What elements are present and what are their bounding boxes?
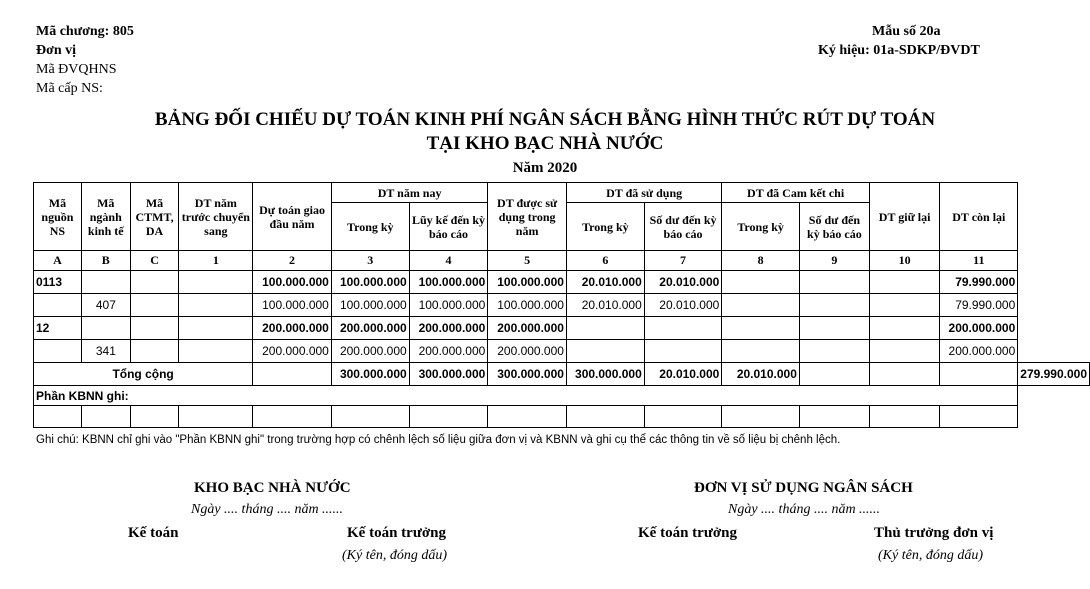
table-cell: 200.000.000: [253, 340, 332, 363]
header-row-1: [34, 183, 1090, 203]
left-date: Ngày .... tháng .... năm ......: [191, 502, 344, 517]
th-cam-ket-so-du: Số dư đến kỳ báo cáo: [799, 203, 869, 251]
table-cell: [179, 294, 253, 317]
table-cell: 100.000.000: [253, 294, 332, 317]
th-dt-nam-nay: DT năm nay: [331, 183, 487, 203]
th-dt-nam-truoc: DT năm trước chuyển sang: [179, 183, 253, 251]
table-cell: 341: [81, 340, 130, 363]
table-row: [34, 271, 1090, 294]
total-cell: 20.010.000: [722, 363, 800, 386]
total-cell: 300.000.000: [566, 363, 644, 386]
index-cell: 7: [644, 251, 722, 271]
table-cell: 20.010.000: [566, 271, 644, 294]
index-cell: 10: [869, 251, 939, 271]
right-role-ke-toan-truong: Kế toán trưởng: [638, 525, 737, 541]
ky-hieu: Ký hiệu: 01a-SDKP/ĐVDT: [818, 43, 980, 58]
table-cell: [722, 271, 800, 294]
table-cell: [130, 271, 179, 294]
th-dt-con-lai: DT còn lại: [940, 183, 1018, 251]
table-cell: 200.000.000: [331, 340, 409, 363]
table-cell: 100.000.000: [488, 271, 567, 294]
table-cell: 200.000.000: [409, 340, 488, 363]
table-cell: 12: [34, 317, 82, 340]
right-sign-note: (Ký tên, đóng dấu): [878, 548, 983, 563]
table-cell: 79.990.000: [940, 294, 1018, 317]
kbnn-cell: [644, 406, 722, 428]
kbnn-cell: [81, 406, 130, 428]
table-cell: 100.000.000: [409, 271, 488, 294]
table-cell: [869, 317, 939, 340]
table-row: [34, 340, 1090, 363]
table-cell: [566, 317, 644, 340]
table-cell: [81, 317, 130, 340]
index-cell: C: [130, 251, 179, 271]
index-cell: 6: [566, 251, 644, 271]
table-cell: 407: [81, 294, 130, 317]
th-nam-nay-luy-ke: Lũy kế đến kỳ báo cáo: [409, 203, 488, 251]
table-cell: [34, 340, 82, 363]
table-row: [34, 317, 1090, 340]
left-sign-note: (Ký tên, đóng dấu): [342, 548, 447, 563]
kbnn-label: Phần KBNN ghi:: [34, 386, 1018, 406]
total-cell: [940, 363, 1018, 386]
index-row: [34, 251, 1090, 271]
kbnn-cell: [179, 406, 253, 428]
kbnn-cell: [940, 406, 1018, 428]
title-line2: TẠI KHO BẠC NHÀ NƯỚC: [426, 133, 664, 154]
total-cell: 279.990.000: [1018, 363, 1090, 386]
index-cell: 2: [253, 251, 332, 271]
table-cell: 200.000.000: [253, 317, 332, 340]
th-dt-da-cam-ket: DT đã Cam kết chi: [722, 183, 870, 203]
table-cell: [179, 271, 253, 294]
table-cell: [644, 317, 722, 340]
th-dt-duoc-su-dung: DT được sử dụng trong năm: [488, 183, 567, 251]
table-cell: 200.000.000: [488, 317, 567, 340]
table-cell: [869, 271, 939, 294]
table-cell: [869, 294, 939, 317]
total-cell: [253, 363, 332, 386]
table-cell: [644, 340, 722, 363]
kbnn-cell: [799, 406, 869, 428]
total-row: [34, 363, 1090, 386]
index-cell: B: [81, 251, 130, 271]
table-cell: [799, 340, 869, 363]
left-role-ke-toan-truong: Kế toán trưởng: [347, 525, 446, 541]
table-cell: 0113: [34, 271, 82, 294]
th-dt-giu-lai: DT giữ lại: [869, 183, 939, 251]
kbnn-cell: [130, 406, 179, 428]
table-cell: 100.000.000: [253, 271, 332, 294]
table-cell: 79.990.000: [940, 271, 1018, 294]
data-rows: [34, 271, 1090, 363]
table-cell: [179, 340, 253, 363]
table-cell: [130, 340, 179, 363]
index-cell: 9: [799, 251, 869, 271]
table-cell: [81, 271, 130, 294]
table-cell: [130, 317, 179, 340]
kbnn-cell: [566, 406, 644, 428]
kbnn-cell: [722, 406, 800, 428]
kbnn-cell: [488, 406, 567, 428]
right-role-thu-truong: Thủ trưởng đơn vị: [874, 525, 994, 541]
table-cell: [722, 340, 800, 363]
th-du-toan-giao: Dự toán giao đầu năm: [253, 183, 332, 251]
table-cell: [722, 294, 800, 317]
total-cell: 300.000.000: [488, 363, 567, 386]
table-row: [34, 294, 1090, 317]
ma-chuong: Mã chương: 805: [36, 24, 134, 39]
th-ma-nganh: Mã ngành kinh tế: [81, 183, 130, 251]
total-cell: 300.000.000: [331, 363, 409, 386]
ma-cap-ns: Mã cấp NS:: [36, 81, 103, 96]
index-cell: 8: [722, 251, 800, 271]
index-cell: 1: [179, 251, 253, 271]
table-cell: [566, 340, 644, 363]
note: Ghi chú: KBNN chỉ ghi vào "Phần KBNN ghi" trong trường hợp có chênh lệch số liệu giữa đơn vị và KBNN và ghi cụ thể các thông tin về số liệu bị chênh lệch.: [36, 434, 841, 446]
total-cell: [799, 363, 869, 386]
index-cell: 11: [940, 251, 1018, 271]
table-cell: [869, 340, 939, 363]
title-line1: BẢNG ĐỐI CHIẾU DỰ TOÁN KINH PHÍ NGÂN SÁCH BẰNG HÌNH THỨC RÚT DỰ TOÁN: [154, 109, 936, 130]
left-role-ke-toan: Kế toán: [128, 525, 179, 541]
total-label: Tổng cộng: [34, 363, 253, 386]
kbnn-cell: [34, 406, 82, 428]
total-cell: [869, 363, 939, 386]
th-ma-ctmt: Mã CTMT, DA: [130, 183, 179, 251]
kbnn-cell: [409, 406, 488, 428]
kbnn-cell: [869, 406, 939, 428]
table-cell: 200.000.000: [488, 340, 567, 363]
table-cell: [799, 294, 869, 317]
th-da-su-dung-trong-ky: Trong kỳ: [566, 203, 644, 251]
ma-dvqhns: Mã ĐVQHNS: [36, 62, 117, 77]
th-dt-da-su-dung: DT đã sử dụng: [566, 183, 721, 203]
kbnn-row: [34, 406, 1090, 428]
table-cell: [34, 294, 82, 317]
reconciliation-table: [33, 182, 1090, 428]
table-cell: 200.000.000: [940, 340, 1018, 363]
table-cell: [799, 317, 869, 340]
table-cell: 20.010.000: [644, 294, 722, 317]
mau-so: Mẫu số 20a: [872, 24, 941, 39]
index-cell: 5: [488, 251, 567, 271]
th-cam-ket-trong-ky: Trong kỳ: [722, 203, 800, 251]
index-cell: A: [34, 251, 82, 271]
right-org: ĐƠN VỊ SỬ DỤNG NGÂN SÁCH: [694, 480, 913, 496]
table-cell: 200.000.000: [940, 317, 1018, 340]
kbnn-label-row: [34, 386, 1090, 406]
index-cell: 4: [409, 251, 488, 271]
kbnn-cell: [331, 406, 409, 428]
right-date: Ngày .... tháng .... năm ......: [728, 502, 881, 517]
th-ma-nguon: Mã nguồn NS: [34, 183, 82, 251]
th-nam-nay-trong-ky: Trong kỳ: [331, 203, 409, 251]
table-cell: 100.000.000: [488, 294, 567, 317]
table-cell: 200.000.000: [409, 317, 488, 340]
table-cell: [799, 271, 869, 294]
table-cell: 20.010.000: [566, 294, 644, 317]
table-cell: 100.000.000: [409, 294, 488, 317]
title-year: Năm 2020: [512, 160, 578, 176]
table-cell: 100.000.000: [331, 294, 409, 317]
table-cell: [722, 317, 800, 340]
total-cell: 300.000.000: [409, 363, 488, 386]
kbnn-cell: [253, 406, 332, 428]
don-vi: Đơn vị: [36, 43, 77, 58]
index-cell: 3: [331, 251, 409, 271]
table-cell: [130, 294, 179, 317]
total-cell: 20.010.000: [644, 363, 722, 386]
table-cell: [179, 317, 253, 340]
table-cell: 200.000.000: [331, 317, 409, 340]
table-cell: 100.000.000: [331, 271, 409, 294]
left-org: KHO BẠC NHÀ NƯỚC: [194, 480, 351, 496]
th-da-su-dung-so-du: Số dư đến kỳ báo cáo: [644, 203, 722, 251]
table-cell: 20.010.000: [644, 271, 722, 294]
